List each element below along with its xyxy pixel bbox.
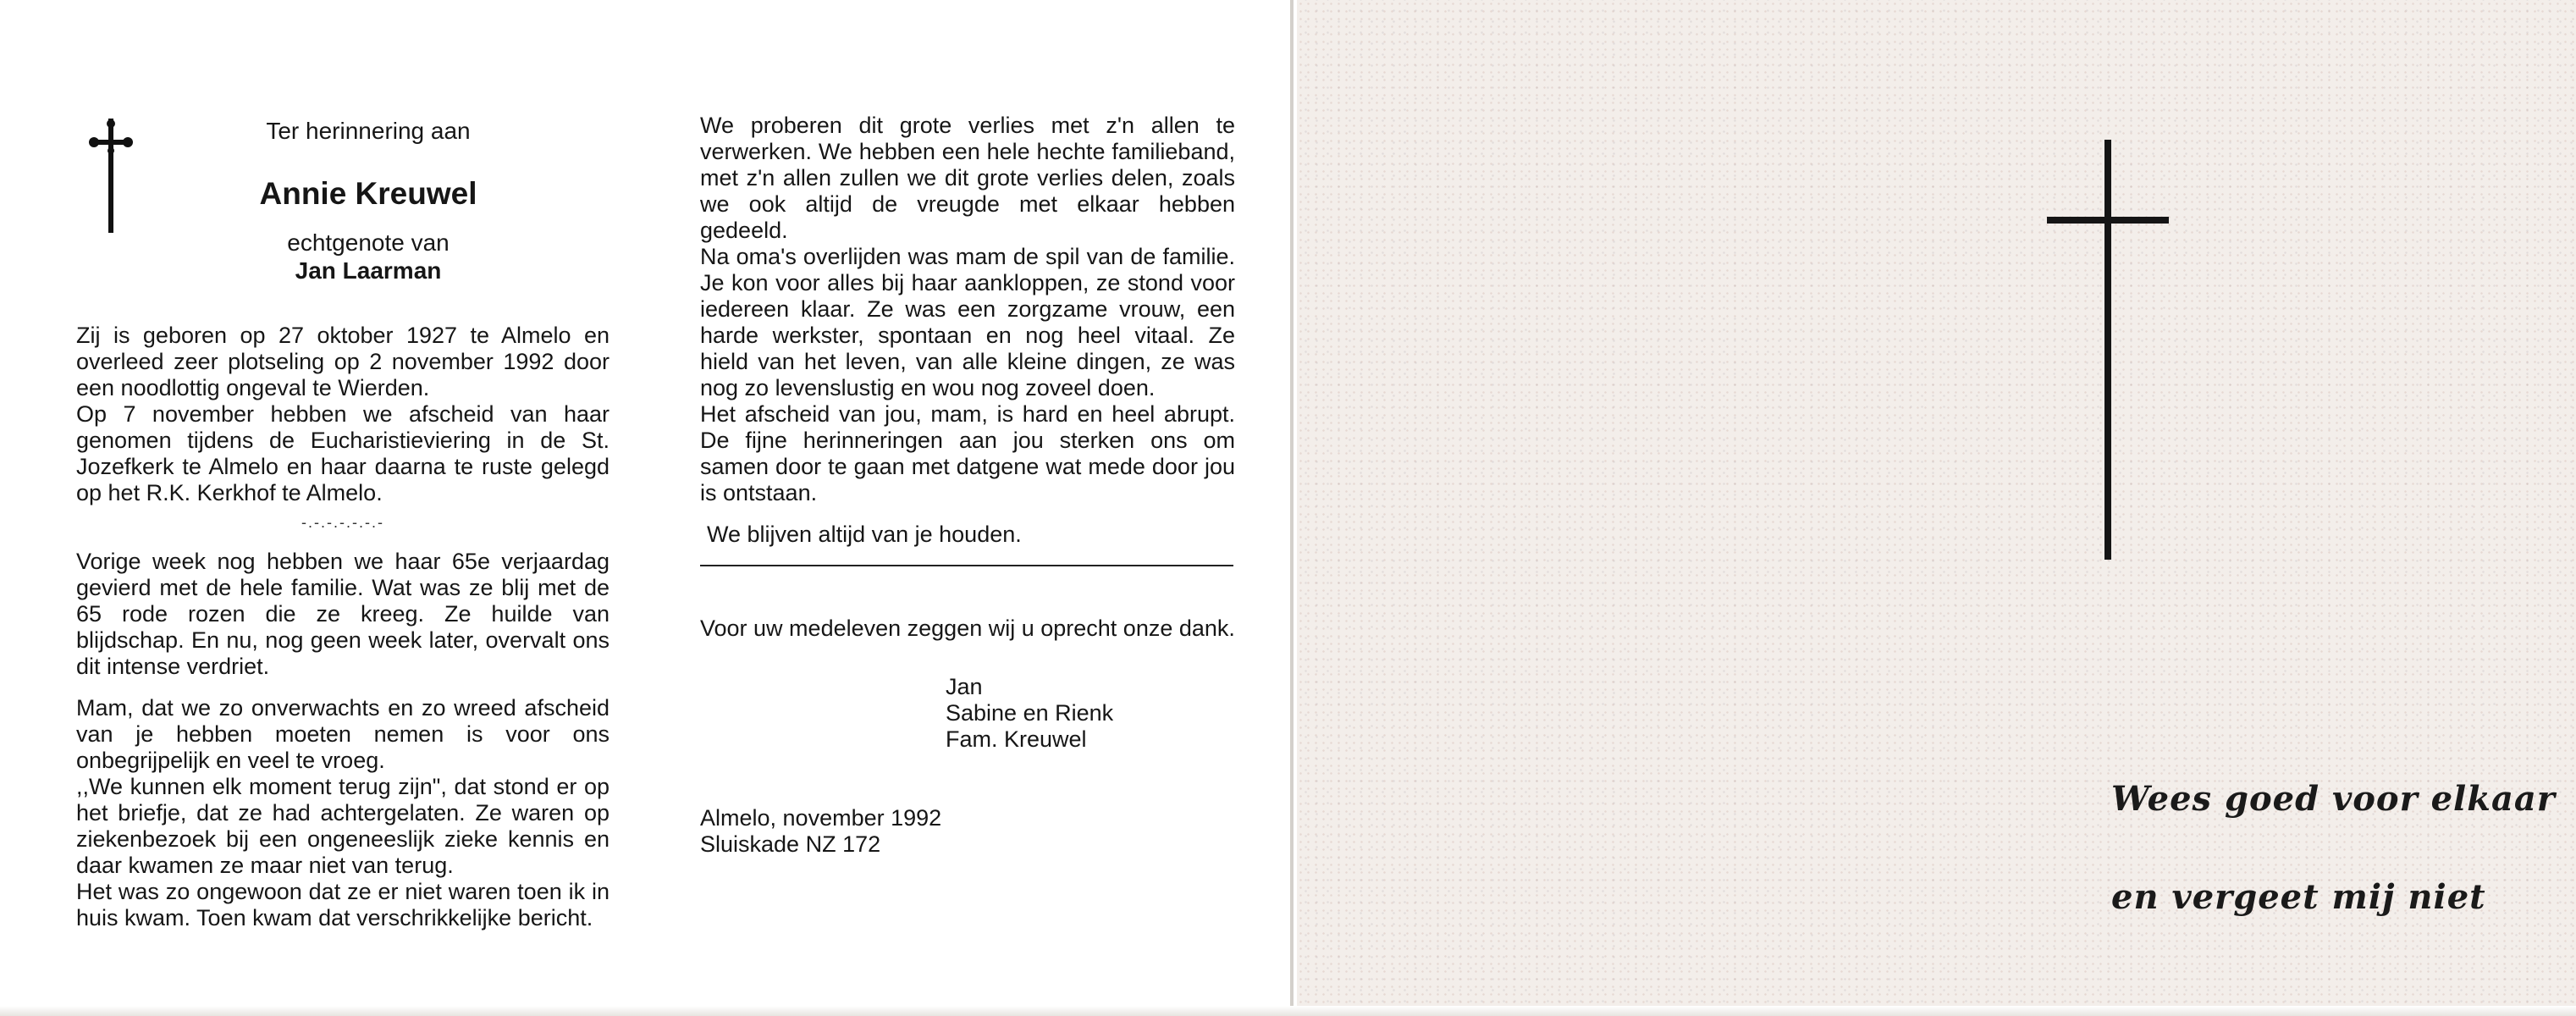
intro-text: Ter herinnering aan [266, 118, 471, 144]
family-paragraph: We proberen dit grote verlies met z'n allen te verwerken. We hebben een hele hechte familieband, met z'n allen zullen we dit grote verlies delen, zoals we ook altijd de vreugde met elkaar hebben gedeeld. [700, 113, 1235, 243]
goodbye-paragraph: Het afscheid van jou, mam, is hard en heel abrupt. De fijne herinneringen aan jou sterken ons om samen door te gaan met datgene wat mede door jou is ontstaan. [700, 401, 1235, 505]
motto-line-1: Wees goed voor elkaar [2111, 779, 2556, 819]
spouse-label: echtgenote van [287, 229, 450, 256]
separator: -.-.-.-.-.-.- [301, 514, 384, 531]
thanks-text: Voor uw medeleven zeggen wij u oprecht onze dank. [700, 616, 1235, 641]
birthday-paragraph: Vorige week nog hebben we haar 65e verjaardag gevierd met de hele familie. Wat was ze blij met de 65 rode rozen die ze kreeg. Ze huilde van blijdschap. En nu, nog geen week later, overvalt ons dit intense verdriet. [76, 549, 610, 679]
place-date: Almelo, november 1992 [700, 805, 942, 831]
motto-line-2: en vergeet mij niet [2111, 877, 2486, 917]
left-column [76, 113, 610, 931]
closing-line: We blijven altijd van je houden. [707, 522, 1022, 547]
heading-block [102, 118, 635, 284]
note-paragraph: ,,We kunnen elk moment terug zijn", dat stond er op het briefje, dat ze had achtergelaten. Ze waren op ziekenbezoek bij een ongeneeslijk zieke kennis en daar kwamen ze maar niet van terug. [76, 774, 610, 878]
farewell-paragraph: Mam, dat we zo onverwachts en zo wreed afscheid van je hebben moeten nemen is voor ons onbegrijpelijk en veel te vroeg. [76, 695, 610, 773]
middle-column [700, 113, 1235, 858]
cover-panel [1297, 0, 2576, 1016]
birth-death-paragraph: Zij is geboren op 27 oktober 1927 te Almelo en overleed zeer plotseling op 2 november 1992 door een noodlottig ongeval te Wierden. [76, 323, 610, 400]
deceased-name: Annie Kreuwel [259, 176, 477, 211]
funeral-paragraph: Op 7 november hebben we afscheid van haar genomen tijdens de Eucharistieviering in de St. Jozefkerk te Almelo en haar daarna te ruste gelegd op het R.K. Kerkhof te Almelo. [76, 401, 610, 505]
news-paragraph: Het was zo ongewoon dat ze er niet waren toen ik in huis kwam. Toen kwam dat verschrikkelijke bericht. [76, 879, 610, 930]
spouse-name: Jan Laarman [295, 257, 442, 284]
divider-line [700, 565, 1233, 566]
signature-line: Jan [946, 674, 983, 699]
oma-paragraph: Na oma's overlijden was mam de spil van de familie. Je kon voor alles bij haar aankloppen, ze stond voor iedereen klaar. Ze was een zorgzame vrouw, een harde werkster, spontaan en nog heel vitaal. Ze hield van het leven, van alle kleine dingen, ze was nog zo levenslustig en wou nog zoveel doen. [700, 244, 1235, 400]
address: Sluiskade NZ 172 [700, 831, 881, 857]
signature-line: Sabine en Rienk [946, 700, 1114, 726]
card-bottom-edge [0, 1006, 2576, 1016]
signatures [946, 674, 1235, 753]
signature-line: Fam. Kreuwel [946, 726, 1087, 752]
large-cross-icon [2047, 140, 2169, 560]
